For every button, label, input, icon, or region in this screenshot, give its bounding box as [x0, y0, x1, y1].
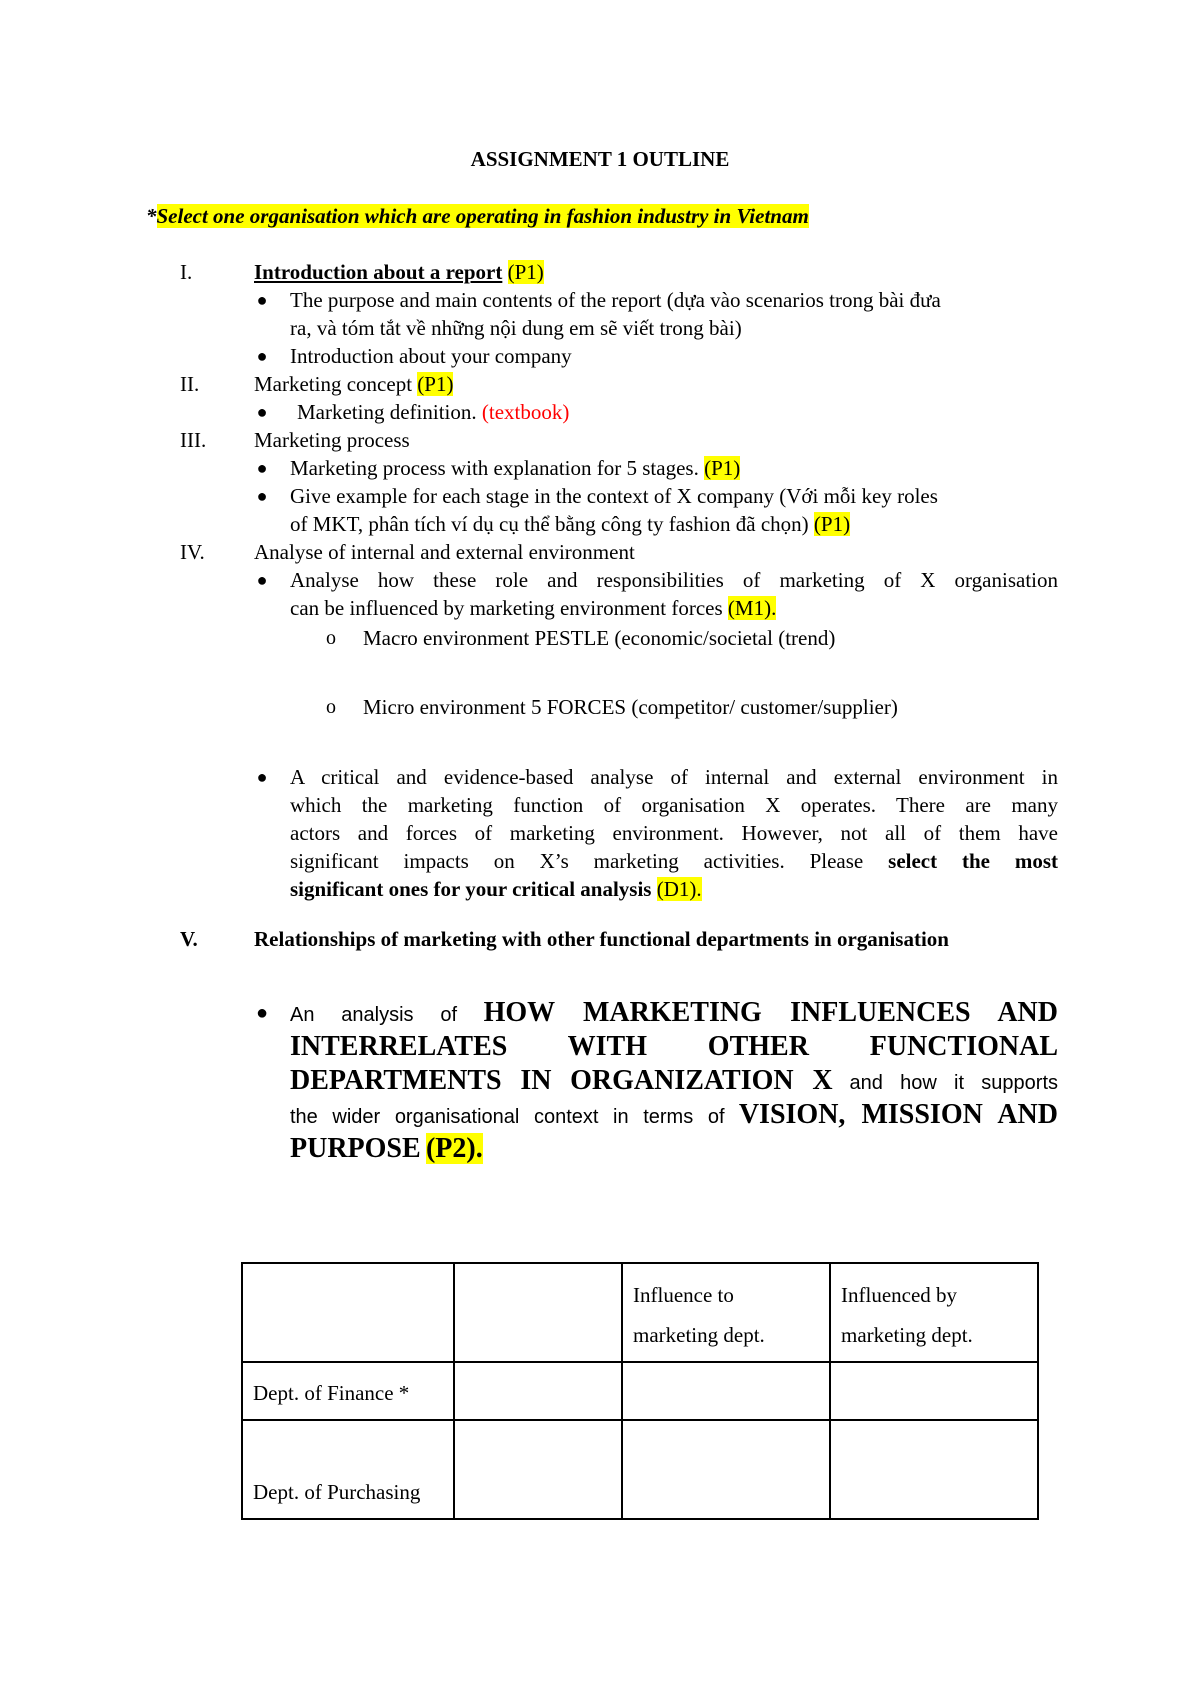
s5-line-3	[290, 1064, 1058, 1098]
s4-bullet-2-line-2: which the marketing function of organisation X operates. There are many	[290, 793, 1058, 817]
s4-bullet-2-line-3: actors and forces of marketing environment. However, not all of them have	[290, 821, 1058, 845]
section-numeral-5: V.	[180, 927, 198, 951]
s3-bullet-1-tag: (P1)	[704, 456, 741, 480]
s3-bullet-2-line-2-text: of MKT, phân tích ví dụ cụ thể bằng công ty fashion đã chọn)	[290, 512, 809, 536]
s4-bullet-1-tag: (M1).	[727, 596, 777, 620]
section-1-tag: (P1)	[507, 260, 544, 284]
s4-bullet-2-tag: (D1).	[656, 877, 702, 901]
section-numeral-3: III.	[180, 428, 207, 452]
table-cell	[622, 1362, 830, 1420]
s4-bullet-2-line-4a: significant impacts on X’s marketing activities. Please	[290, 849, 864, 873]
s4-bullet-2-line-5-text: significant ones for your critical analysis	[290, 877, 652, 901]
circle-bullet-icon: o	[326, 696, 336, 718]
table-row	[242, 1420, 1038, 1519]
bullet-icon: ●	[256, 486, 268, 506]
s3-bullet-2-line-2	[290, 510, 1058, 538]
s3-bullet-2	[290, 482, 1058, 538]
table-cell	[454, 1362, 622, 1420]
s5-line-4a: the wider organisational context in terms of	[290, 1106, 725, 1128]
s1-bullet-1-line-2: ra, và tóm tắt về những nội dung em sẽ viết trong bài)	[290, 316, 742, 340]
s4-bullet-2-line-4b: select the most	[888, 849, 1059, 873]
table-cell-dept: Dept. of Purchasing	[242, 1420, 454, 1519]
bullet-icon: ●	[256, 402, 268, 422]
instruction-text: Select one organisation which are operating in fashion industry in Vietnam	[156, 204, 809, 228]
section-heading-2-text: Marketing concept	[254, 372, 413, 396]
section-heading-4: Analyse of internal and external environment	[254, 540, 635, 564]
table-cell	[622, 1420, 830, 1519]
instruction-asterisk: *	[146, 204, 157, 228]
bullet-icon: ●	[256, 346, 268, 366]
bullet-icon: ●	[255, 1002, 269, 1024]
s4-bullet-1-line-1: Analyse how these role and responsibilities of marketing of X organisation	[290, 568, 1058, 592]
s5-line-3a: DEPARTMENTS IN ORGANIZATION X	[290, 1065, 833, 1096]
table-row	[242, 1362, 1038, 1420]
s5-line-1b: HOW MARKETING INFLUENCES AND	[483, 997, 1058, 1028]
section-heading-2	[254, 370, 453, 398]
section-heading-1	[254, 258, 544, 286]
s3-bullet-2-tag: (P1)	[813, 512, 851, 536]
bullet-icon: ●	[256, 290, 268, 310]
section-heading-1-text: Introduction about a report	[254, 260, 503, 284]
s5-line-3b: and how it supports	[849, 1072, 1059, 1094]
departments-table	[241, 1262, 1039, 1520]
s4-sub-2: Micro environment 5 FORCES (competitor/ customer/supplier)	[363, 695, 898, 719]
table-header-cell: Influence to marketing dept.	[622, 1263, 830, 1362]
page-title: ASSIGNMENT 1 OUTLINE	[470, 147, 730, 171]
circle-bullet-icon: o	[326, 627, 336, 649]
s4-sub-1: Macro environment PESTLE (economic/societal (trend)	[363, 626, 836, 650]
table-header-cell: Influenced by marketing dept.	[830, 1263, 1038, 1362]
s3-bullet-1-text: Marketing process with explanation for 5 stages.	[290, 456, 699, 480]
bullet-icon: ●	[256, 570, 268, 590]
s4-bullet-1-line-2-text: can be influenced by marketing environment forces	[290, 596, 723, 620]
s5-line-5a: PURPOSE	[290, 1133, 421, 1164]
s5-analysis-block	[290, 996, 1058, 1166]
s2-bullet-1	[297, 398, 1065, 426]
s4-bullet-2-line-4	[290, 847, 1058, 875]
s4-bullet-2-line-5	[290, 875, 1058, 903]
s2-bullet-1-note: (textbook)	[481, 400, 570, 424]
s5-line-1a: An analysis of	[290, 1004, 458, 1026]
s5-line-1	[290, 996, 1058, 1030]
section-numeral-4: IV.	[180, 540, 205, 564]
s1-bullet-1	[290, 286, 1058, 342]
s5-line-2: INTERRELATES WITH OTHER FUNCTIONAL	[290, 1031, 1058, 1062]
s5-line-4	[290, 1098, 1058, 1132]
table-header-cell	[242, 1263, 454, 1362]
table-cell	[454, 1420, 622, 1519]
instruction-line	[146, 202, 809, 230]
table-header-row	[242, 1263, 1038, 1362]
section-numeral-2: II.	[180, 372, 200, 396]
s5-line-4b: VISION, MISSION AND	[738, 1099, 1059, 1130]
section-heading-5: Relationships of marketing with other functional departments in organisation	[254, 927, 949, 951]
s5-line-5b: (P2).	[425, 1133, 483, 1164]
s2-bullet-1-text: Marketing definition.	[297, 400, 477, 424]
s1-bullet-2: Introduction about your company	[290, 344, 572, 368]
bullet-icon: ●	[256, 458, 268, 478]
s4-bullet-2-line-1: A critical and evidence-based analyse of internal and external environment in	[290, 765, 1058, 789]
table-header-cell	[454, 1263, 622, 1362]
s3-bullet-1	[290, 454, 1058, 482]
s4-bullet-1-line-2	[290, 594, 1058, 622]
table-cell	[830, 1420, 1038, 1519]
s3-bullet-2-line-1: Give example for each stage in the context of X company (Với mỗi key roles	[290, 484, 938, 508]
table-cell	[830, 1362, 1038, 1420]
section-heading-3: Marketing process	[254, 428, 410, 452]
bullet-icon: ●	[256, 767, 268, 787]
s1-bullet-1-line-1: The purpose and main contents of the report (dựa vào scenarios trong bài đưa	[290, 288, 941, 312]
table-cell-dept: Dept. of Finance *	[242, 1362, 454, 1420]
section-2-tag: (P1)	[417, 372, 454, 396]
s5-line-5	[290, 1132, 1058, 1166]
s4-bullet-1	[290, 566, 1058, 622]
s4-bullet-2	[290, 763, 1058, 903]
section-numeral-1: I.	[180, 260, 193, 284]
